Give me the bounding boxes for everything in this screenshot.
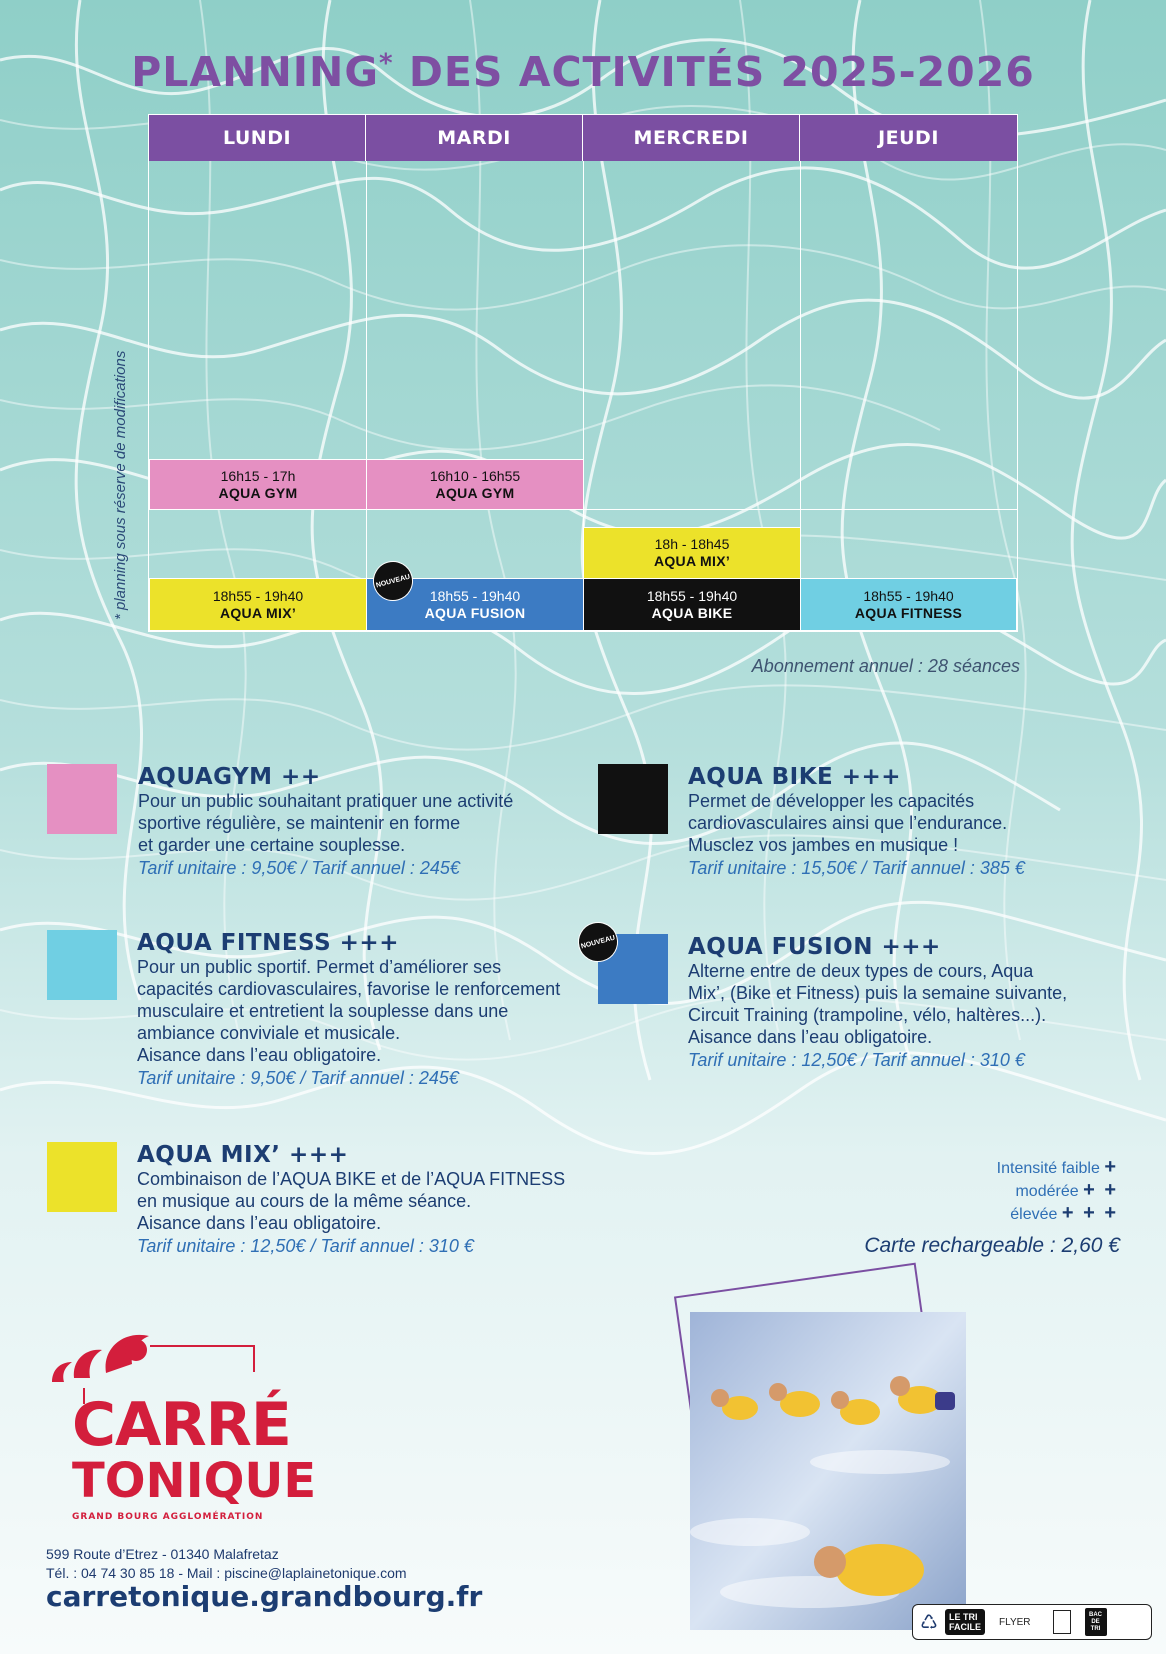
- activity-title: AQUAGYM ++: [138, 764, 321, 790]
- aquabike-swatch: [598, 764, 668, 834]
- logo-tonique: TONIQUE: [72, 1453, 317, 1509]
- nouveau-badge: NOUVEAU: [574, 918, 623, 967]
- activity-description: Permet de développer les capacités cardiovasculaires ainsi que l’endurance. Musclez vos jambes en musique !: [688, 791, 1008, 855]
- activity-title: AQUA BIKE +++: [688, 764, 902, 790]
- activity-description: Alterne entre de deux types de cours, Aqua Mix’, (Bike et Fitness) puis la semaine suivante, Circuit Training (trampoline, vélo, haltères...). Aisance dans l’eau obligatoire.: [688, 961, 1068, 1047]
- tri-line2: FACILE: [949, 1622, 982, 1632]
- activity-description: Pour un public sportif. Permet d’améliorer ses capacités cardiovasculaires, favorise le renforcement musculaire et entretient la souplesse dans une ambiance conviviale et musicale. Aisance dans l’eau obligatoire.: [137, 957, 561, 1065]
- slot-time: 18h55 - 19h40: [863, 587, 954, 604]
- bin-line: DE: [1091, 1618, 1100, 1625]
- activity-description: Pour un public souhaitant pratiquer une activité sportive régulière, se maintenir en forme et garder une certaine souplesse.: [138, 791, 514, 855]
- address: 599 Route d’Etrez - 01340 Malafretaz: [46, 1546, 279, 1562]
- bin-line: TRI: [1090, 1625, 1101, 1632]
- legend-plus: + + +: [1061, 1202, 1118, 1224]
- page-title: [0, 48, 1166, 96]
- legend-label: élevée: [1010, 1206, 1058, 1223]
- logo-subtitle: GRAND BOURG AGGLOMÉRATION: [72, 1512, 264, 1522]
- slot-time: 16h15 - 17h: [220, 467, 296, 484]
- day-header-lundi: LUNDI: [149, 115, 366, 161]
- slot-name: AQUA MIX’: [219, 604, 297, 621]
- slot-name: AQUA GYM: [218, 484, 298, 501]
- title-main: PLANNING: [131, 48, 379, 96]
- activity-tarif: Tarif unitaire : 9,50€ / Tarif annuel : 245€: [137, 1068, 459, 1088]
- slot-lundi-aqua-gym: [149, 459, 367, 510]
- day-header-mercredi: MERCREDI: [583, 115, 800, 161]
- slot-name: AQUA BIKE: [651, 604, 733, 621]
- carte-rechargeable: Carte rechargeable : 2,60 €: [864, 1234, 1120, 1257]
- title-star: *: [378, 48, 394, 79]
- activity-tarif: Tarif unitaire : 12,50€ / Tarif annuel : 310 €: [688, 1050, 1025, 1070]
- activity-tarif: Tarif unitaire : 15,50€ / Tarif annuel : 385 €: [688, 858, 1025, 878]
- slot-mardi-aqua-gym: [366, 459, 584, 510]
- website-link[interactable]: carretonique.grandbourg.fr: [46, 1580, 483, 1613]
- intensity-legend-moderee: [1015, 1179, 1118, 1202]
- slot-time: 18h55 - 19h40: [646, 587, 738, 604]
- planning-footnote: * planning sous réserve de modifications: [112, 350, 129, 620]
- day-header-jeudi: JEUDI: [800, 115, 1017, 161]
- activity-tarif: Tarif unitaire : 12,50€ / Tarif annuel : 310 €: [137, 1236, 474, 1256]
- title-rest: DES ACTIVITÉS 2025-2026: [393, 48, 1035, 96]
- slot-name: AQUA MIX’: [653, 553, 731, 569]
- slot-mercredi-aqua-mix: [583, 527, 801, 579]
- aquagym-swatch: [47, 764, 117, 834]
- recycle-icon: ♺: [920, 1611, 938, 1634]
- activity-aquafitness: [137, 930, 560, 1089]
- slot-time: 18h - 18h45: [654, 536, 730, 552]
- aquamix-swatch: [47, 1142, 117, 1212]
- tri-flyer: FLYER: [999, 1616, 1031, 1628]
- slot-mercredi-aqua-bike: [583, 578, 801, 631]
- activity-tarif: Tarif unitaire : 9,50€ / Tarif annuel : 245€: [138, 858, 460, 878]
- activity-title: AQUA MIX’ +++: [137, 1142, 349, 1168]
- bin-icon: [1085, 1608, 1107, 1636]
- grid-divider: [366, 161, 367, 631]
- contact: Tél. : 04 74 30 85 18 - Mail : piscine@laplainetonique.com: [46, 1565, 407, 1581]
- intensity-legend-elevee: [1010, 1202, 1118, 1225]
- activity-aquagym: [138, 764, 513, 879]
- slot-name: AQUA FUSION: [424, 604, 526, 621]
- nouveau-badge: NOUVEAU: [369, 557, 418, 606]
- activity-title: AQUA FITNESS +++: [137, 930, 399, 956]
- tri-label: [945, 1609, 985, 1635]
- aquafitness-swatch: [47, 930, 117, 1000]
- activity-description: Combinaison de l’AQUA BIKE et de l’AQUA FITNESS en musique au cours de la même séance. Aisance dans l’eau obligatoire.: [137, 1169, 566, 1233]
- legend-plus: +: [1104, 1156, 1118, 1178]
- logo-carre: CARRÉ: [72, 1390, 291, 1460]
- legend-plus: + +: [1083, 1179, 1118, 1201]
- day-header-mardi: MARDI: [366, 115, 583, 161]
- planning-grid: [148, 114, 1018, 632]
- activity-aquabike: [688, 764, 1025, 879]
- slot-lundi-aqua-mix: [149, 578, 367, 631]
- slot-jeudi-aqua-fitness: [800, 578, 1017, 631]
- flyer-icon: [1053, 1610, 1071, 1634]
- legend-label: modérée: [1015, 1183, 1079, 1200]
- activity-aquamix: [137, 1142, 565, 1257]
- slot-name: AQUA GYM: [435, 484, 515, 501]
- slot-time: 18h55 - 19h40: [212, 587, 304, 604]
- abonnement-note: Abonnement annuel : 28 séances: [751, 656, 1020, 676]
- slot-time: 18h55 - 19h40: [429, 587, 521, 604]
- slot-name: AQUA FITNESS: [854, 604, 963, 621]
- intensity-legend-faible: [997, 1156, 1118, 1179]
- tri-line1: LE TRI: [949, 1612, 978, 1622]
- slot-time: 16h10 - 16h55: [429, 467, 521, 484]
- legend-label: Intensité faible: [996, 1160, 1100, 1177]
- tri-facile-badge: [912, 1604, 1152, 1640]
- activity-aquafusion: [688, 934, 1067, 1071]
- bin-line: BAC: [1089, 1611, 1103, 1618]
- aquabike-photo: [690, 1312, 966, 1630]
- activity-title: AQUA FUSION +++: [688, 934, 941, 960]
